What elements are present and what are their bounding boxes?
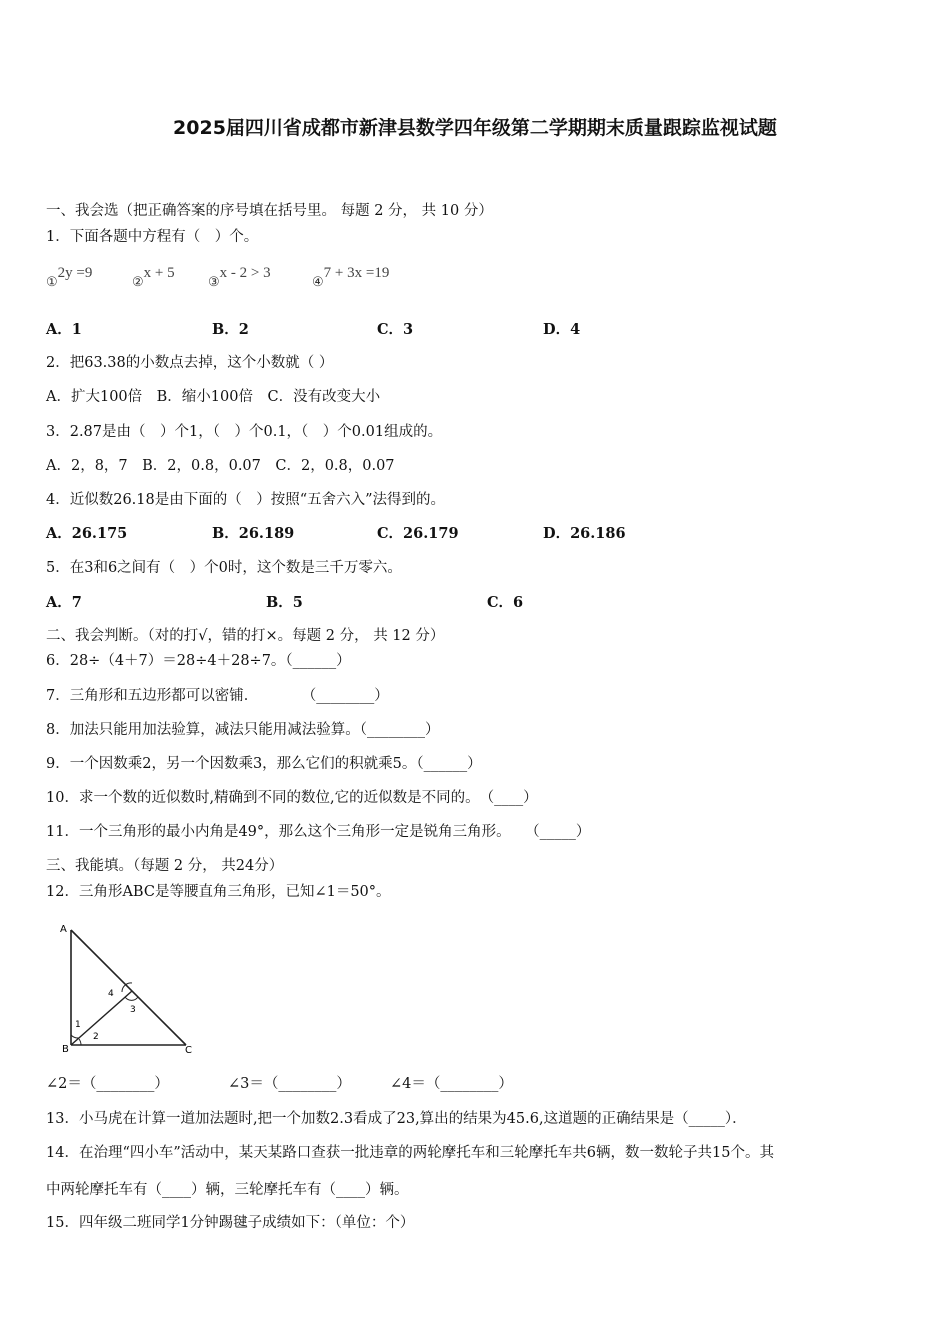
q5-option-c: C．6 bbox=[487, 594, 524, 611]
formula-3: ③x - 2 > 3 bbox=[208, 265, 271, 290]
label-angle-1: 1 bbox=[75, 1020, 81, 1030]
q4-option-d: D．26.186 bbox=[543, 525, 626, 542]
q4-option-c: C．26.179 bbox=[377, 525, 459, 542]
q5-option-a: A．7 bbox=[46, 594, 82, 611]
question-4: 4．近似数26.18是由下面的（ ）按照“五舍六入”法得到的。 bbox=[46, 492, 446, 508]
question-2: 2．把63.38的小数点去掉，这个小数就（ ） bbox=[46, 355, 334, 371]
question-14-line-2: 中两轮摩托车有（____）辆，三轮摩托车有（____）辆。 bbox=[46, 1182, 409, 1198]
formula-4: ④7 + 3x =19 bbox=[312, 265, 390, 290]
question-5: 5．在3和6之间有（ ）个0时，这个数是三千万零六。 bbox=[46, 560, 402, 576]
section-1-heading: 一、我会选（把正确答案的序号填在括号里。 每题 2 分， 共 10 分） bbox=[46, 203, 493, 219]
question-7: 7．三角形和五边形都可以密铺． （________） bbox=[46, 688, 389, 704]
q1-option-d: D．4 bbox=[543, 321, 581, 338]
formula-1: ①2y =9 bbox=[46, 265, 93, 290]
section-3-heading: 三、我能填。（每题 2 分， 共24分） bbox=[46, 858, 284, 874]
label-b: B bbox=[62, 1044, 69, 1055]
question-8: 8．加法只能用加法验算，减法只能用减法验算。（________） bbox=[46, 722, 440, 738]
angle-2-blank: ∠2＝（________） bbox=[46, 1076, 169, 1092]
page-title: 2025届四川省成都市新津县数学四年级第二学期期末质量跟踪监视试题 bbox=[173, 117, 777, 139]
q5-option-b: B．5 bbox=[266, 594, 303, 611]
question-10: 10．求一个数的近似数时,精确到不同的数位,它的近似数是不同的。 （____） bbox=[46, 790, 538, 806]
label-a: A bbox=[60, 924, 67, 935]
q2-options: A．扩大100倍 B．缩小100倍 C．没有改变大小 bbox=[46, 389, 381, 405]
triangle-figure bbox=[46, 920, 206, 1060]
question-14-line-1: 14．在治理“四小车”活动中，某天某路口查获一批违章的两轮摩托车和三轮摩托车共6辆，数一数轮子共15个。其 bbox=[46, 1145, 774, 1161]
q1-option-c: C．3 bbox=[377, 321, 414, 338]
question-9: 9．一个因数乘2，另一个因数乘3，那么它们的积就乘5。（______） bbox=[46, 756, 482, 772]
question-15: 15．四年级二班同学1分钟踢毽子成绩如下：（单位：个） bbox=[46, 1215, 415, 1231]
q3-options: A．2，8，7 B．2，0.8，0.07 C．2，0.8，0.07 bbox=[46, 458, 395, 474]
angle-3-blank: ∠3＝（________） bbox=[228, 1076, 351, 1092]
q4-option-a: A．26.175 bbox=[46, 525, 128, 542]
label-angle-3: 3 bbox=[130, 1005, 136, 1015]
question-3: 3．2.87是由（ ）个1，（ ）个0.1，（ ）个0.01组成的。 bbox=[46, 424, 443, 440]
section-2-heading: 二、我会判断。（对的打√，错的打×。每题 2 分， 共 12 分） bbox=[46, 628, 445, 644]
q1-option-b: B．2 bbox=[212, 321, 249, 338]
question-6: 6．28÷（4＋7）＝28÷4＋28÷7。（______） bbox=[46, 653, 351, 669]
question-13: 13．小马虎在计算一道加法题时,把一个加数2.3看成了23,算出的结果为45.6,这道题的正确结果是（_____）． bbox=[46, 1111, 747, 1127]
q1-option-a: A．1 bbox=[46, 321, 82, 338]
label-angle-4: 4 bbox=[108, 989, 114, 999]
q4-option-b: B．26.189 bbox=[212, 525, 295, 542]
label-angle-2: 2 bbox=[93, 1032, 99, 1042]
question-11: 11．一个三角形的最小内角是49°，那么这个三角形一定是锐角三角形。 （_____） bbox=[46, 824, 591, 840]
question-1: 1．下面各题中方程有（ ）个。 bbox=[46, 229, 259, 245]
label-c: C bbox=[185, 1045, 192, 1056]
angle-4-blank: ∠4＝（________） bbox=[390, 1076, 513, 1092]
question-12: 12．三角形ABC是等腰直角三角形，已知∠1＝50°。 bbox=[46, 884, 391, 900]
formula-2: ②x + 5 bbox=[132, 265, 175, 290]
